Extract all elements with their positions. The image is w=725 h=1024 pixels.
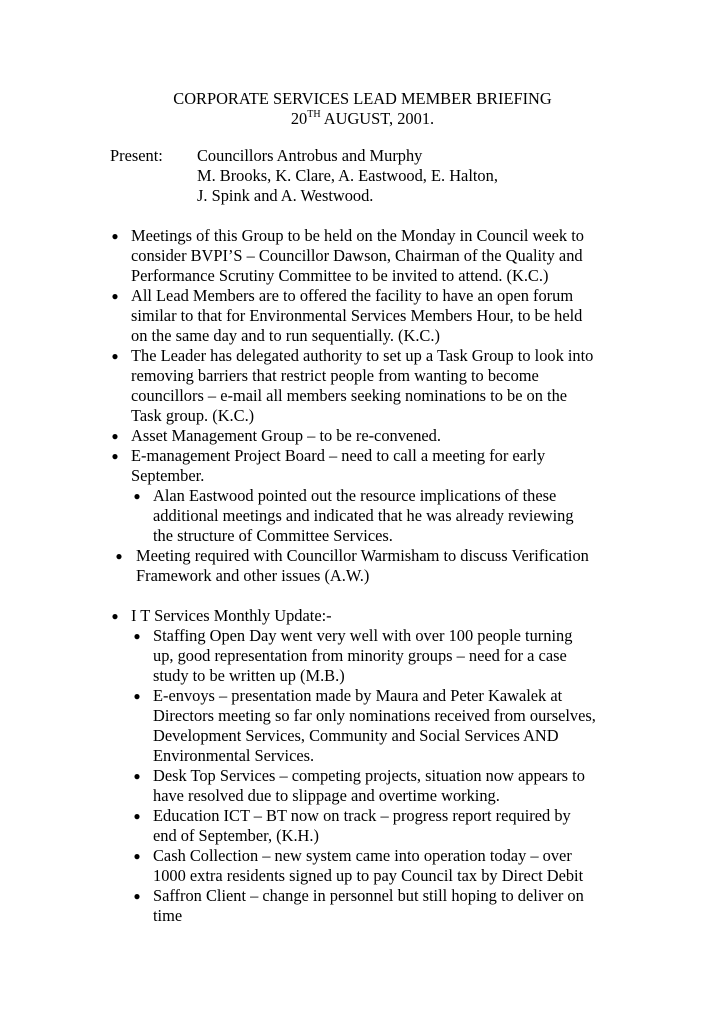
bullet-line: on the same day and to run sequentially. (K.C.) bbox=[131, 326, 440, 345]
title-line-1: CORPORATE SERVICES LEAD MEMBER BRIEFING bbox=[173, 89, 552, 108]
present-label: Present: bbox=[110, 146, 163, 165]
bullet-line: Desk Top Services – competing projects, situation now appears to bbox=[153, 766, 585, 785]
bullet-line: councillors – e-mail all members seeking nominations to be on the bbox=[131, 386, 568, 405]
bullet-line: All Lead Members are to offered the facility to have an open forum bbox=[131, 286, 574, 305]
bullet-text bbox=[131, 346, 661, 426]
bullet-line: additional meetings and indicated that he was already reviewing bbox=[153, 506, 574, 525]
bullet-line: E-envoys – presentation made by Maura and Peter Kawalek at bbox=[153, 686, 563, 705]
bullet-marker: ● bbox=[111, 609, 119, 623]
bullet-line: Meetings of this Group to be held on the Monday in Council week to bbox=[131, 226, 584, 245]
present-line: Councillors Antrobus and Murphy bbox=[197, 146, 423, 165]
bullet-text bbox=[153, 846, 663, 886]
bullet-line: Asset Management Group – to be re-convened. bbox=[131, 426, 441, 445]
present-names bbox=[197, 146, 597, 206]
bullet-line: Alan Eastwood pointed out the resource implications of these bbox=[153, 486, 557, 505]
bullet-line: time bbox=[153, 906, 183, 925]
bullet-line: up, good representation from minority groups – need for a case bbox=[153, 646, 567, 665]
bullet-marker: ● bbox=[133, 689, 141, 703]
bullet-line: Saffron Client – change in personnel but still hoping to deliver on bbox=[153, 886, 584, 905]
bullet-line: 1000 extra residents signed up to pay Council tax by Direct Debit bbox=[153, 866, 584, 885]
bullet-line: Performance Scrutiny Committee to be invited to attend. (K.C.) bbox=[131, 266, 549, 285]
bullet-line: removing barriers that restrict people from wanting to become bbox=[131, 366, 539, 385]
bullet-text bbox=[131, 426, 661, 446]
bullet-line: The Leader has delegated authority to set up a Task Group to look into bbox=[131, 346, 594, 365]
bullet-line: Development Services, Community and Social Services AND bbox=[153, 726, 559, 745]
bullet-marker: ● bbox=[133, 489, 141, 503]
bullet-text bbox=[131, 606, 661, 626]
bullet-line: the structure of Committee Services. bbox=[153, 526, 393, 545]
bullet-text bbox=[153, 886, 663, 926]
document-date bbox=[0, 109, 725, 129]
bullet-text bbox=[131, 286, 661, 346]
bullet-line: September. bbox=[131, 466, 205, 485]
bullet-line: Directors meeting so far only nominations received from ourselves, bbox=[153, 706, 596, 725]
bullet-text bbox=[153, 806, 663, 846]
bullet-marker: ● bbox=[111, 429, 119, 443]
bullet-marker: ● bbox=[133, 889, 141, 903]
date-ordinal: TH bbox=[307, 108, 321, 120]
bullet-line: have resolved due to slippage and overtime working. bbox=[153, 786, 500, 805]
bullet-line: E-management Project Board – need to call a meeting for early bbox=[131, 446, 546, 465]
bullet-line: Meeting required with Councillor Warmisham to discuss Verification bbox=[136, 546, 589, 565]
bullet-marker: ● bbox=[111, 289, 119, 303]
date-day: 20 bbox=[290, 109, 308, 128]
bullet-line: Environmental Services. bbox=[153, 746, 315, 765]
bullet-line: end of September, (K.H.) bbox=[153, 826, 319, 845]
document-title bbox=[0, 89, 725, 109]
bullet-text bbox=[153, 486, 663, 546]
bullet-text bbox=[131, 446, 661, 486]
bullet-text bbox=[153, 766, 663, 806]
bullet-line: I T Services Monthly Update:- bbox=[131, 606, 332, 625]
bullet-text bbox=[153, 626, 663, 686]
bullet-marker: ● bbox=[133, 809, 141, 823]
bullet-marker: ● bbox=[133, 849, 141, 863]
bullet-text bbox=[136, 546, 666, 586]
bullet-line: Task group. (K.C.) bbox=[131, 406, 255, 425]
bullet-marker: ● bbox=[133, 769, 141, 783]
bullet-marker: ● bbox=[111, 449, 119, 463]
bullet-marker: ● bbox=[111, 229, 119, 243]
bullet-line: study to be written up (M.B.) bbox=[153, 666, 345, 685]
bullet-line: Cash Collection – new system came into operation today – over bbox=[153, 846, 572, 865]
bullet-line: Staffing Open Day went very well with over 100 people turning bbox=[153, 626, 573, 645]
bullet-line: consider BVPI’S – Councillor Dawson, Chairman of the Quality and bbox=[131, 246, 583, 265]
bullet-line: Education ICT – BT now on track – progress report required by bbox=[153, 806, 571, 825]
bullet-marker: ● bbox=[111, 349, 119, 363]
bullet-line: Framework and other issues (A.W.) bbox=[136, 566, 370, 585]
bullet-marker: ● bbox=[133, 629, 141, 643]
date-rest: AUGUST, 2001. bbox=[320, 109, 435, 128]
present-line: M. Brooks, K. Clare, A. Eastwood, E. Halton, bbox=[197, 166, 498, 185]
bullet-text bbox=[153, 686, 663, 766]
present-line: J. Spink and A. Westwood. bbox=[197, 186, 374, 205]
bullet-marker: ● bbox=[115, 549, 123, 563]
bullet-line: similar to that for Environmental Services Members Hour, to be held bbox=[131, 306, 583, 325]
bullet-text bbox=[131, 226, 661, 286]
